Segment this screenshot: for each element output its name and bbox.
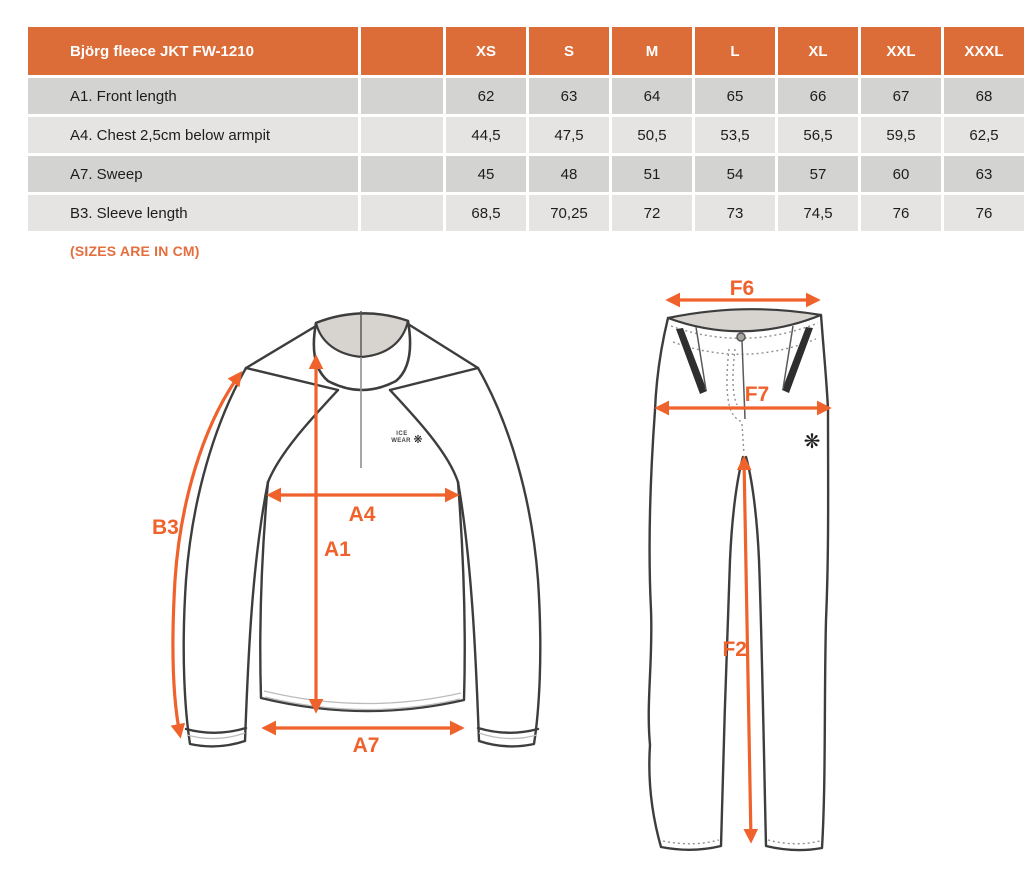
pants-drawing <box>649 277 828 850</box>
a1-label: A1 <box>324 538 351 561</box>
pants-waist-inside <box>668 309 821 331</box>
jacket-left-cuff <box>186 728 246 733</box>
measurement-row-label: A1. Front length <box>28 78 358 114</box>
waist-button <box>737 333 745 341</box>
logo-text-line2: WEAR <box>391 438 411 444</box>
measurement-value: 67 <box>861 78 941 114</box>
measurement-value: 63 <box>529 78 609 114</box>
size-header-xxxl: XXXL <box>944 27 1024 75</box>
jacket-right-cuff <box>478 728 538 733</box>
measurement-value: 63 <box>944 156 1024 192</box>
measurement-value: 76 <box>944 195 1024 231</box>
sizes-in-cm-note: (SIZES ARE IN CM) <box>70 243 200 259</box>
a7-label: A7 <box>352 734 380 757</box>
measurement-value: 53,5 <box>695 117 775 153</box>
measurement-value: 45 <box>446 156 526 192</box>
a4-label: A4 <box>348 503 376 526</box>
measurement-value: 44,5 <box>446 117 526 153</box>
jacket-right-sleeve <box>458 368 540 746</box>
measurement-value: 68,5 <box>446 195 526 231</box>
measurement-value: 60 <box>861 156 941 192</box>
measurement-row-label: B3. Sleeve length <box>28 195 358 231</box>
table-title: Björg fleece JKT FW-1210 <box>28 27 358 75</box>
size-header-xxl: XXL <box>861 27 941 75</box>
f7-label: F7 <box>744 383 770 406</box>
measurement-value: 72 <box>612 195 692 231</box>
measurement-row-label: A4. Chest 2,5cm below armpit <box>28 117 358 153</box>
measurement-value: 73 <box>695 195 775 231</box>
measurement-value: 62 <box>446 78 526 114</box>
pants-hem-stitch <box>663 840 820 844</box>
fly-stitch <box>727 349 744 454</box>
measurement-value: 64 <box>612 78 692 114</box>
measurement-row-label: A7. Sweep <box>28 156 358 192</box>
b3-label: B3 <box>152 516 179 539</box>
measurement-value: 50,5 <box>612 117 692 153</box>
icewear-logo <box>391 431 422 446</box>
jacket-left-sleeve <box>184 368 268 746</box>
measurement-value: 68 <box>944 78 1024 114</box>
measurement-value: 54 <box>695 156 775 192</box>
f2-label: F2 <box>722 638 747 661</box>
measurement-value: 70,25 <box>529 195 609 231</box>
measurement-value: 57 <box>778 156 858 192</box>
measurement-value: 76 <box>861 195 941 231</box>
size-header-xs: XS <box>446 27 526 75</box>
right-pocket <box>782 327 813 393</box>
pants-left-leg <box>649 318 743 850</box>
size-header-xl: XL <box>778 27 858 75</box>
measurement-value: 48 <box>529 156 609 192</box>
size-header-s: S <box>529 27 609 75</box>
f6-label: F6 <box>729 277 755 300</box>
logo-snowflake-icon: ❋ <box>413 433 423 446</box>
measurement-value: 47,5 <box>529 117 609 153</box>
measurement-value: 74,5 <box>778 195 858 231</box>
left-pocket <box>676 328 707 394</box>
measurement-value: 65 <box>695 78 775 114</box>
measurement-value: 51 <box>612 156 692 192</box>
measurement-value: 59,5 <box>861 117 941 153</box>
jacket-drawing <box>152 311 540 757</box>
size-header-m: M <box>612 27 692 75</box>
size-header-l: L <box>695 27 775 75</box>
measurement-value: 66 <box>778 78 858 114</box>
measurement-value: 62,5 <box>944 117 1024 153</box>
logo-text-line1: ICE <box>396 431 408 437</box>
measurement-value: 56,5 <box>778 117 858 153</box>
pants-snowflake-icon: ❋ <box>803 429 821 453</box>
